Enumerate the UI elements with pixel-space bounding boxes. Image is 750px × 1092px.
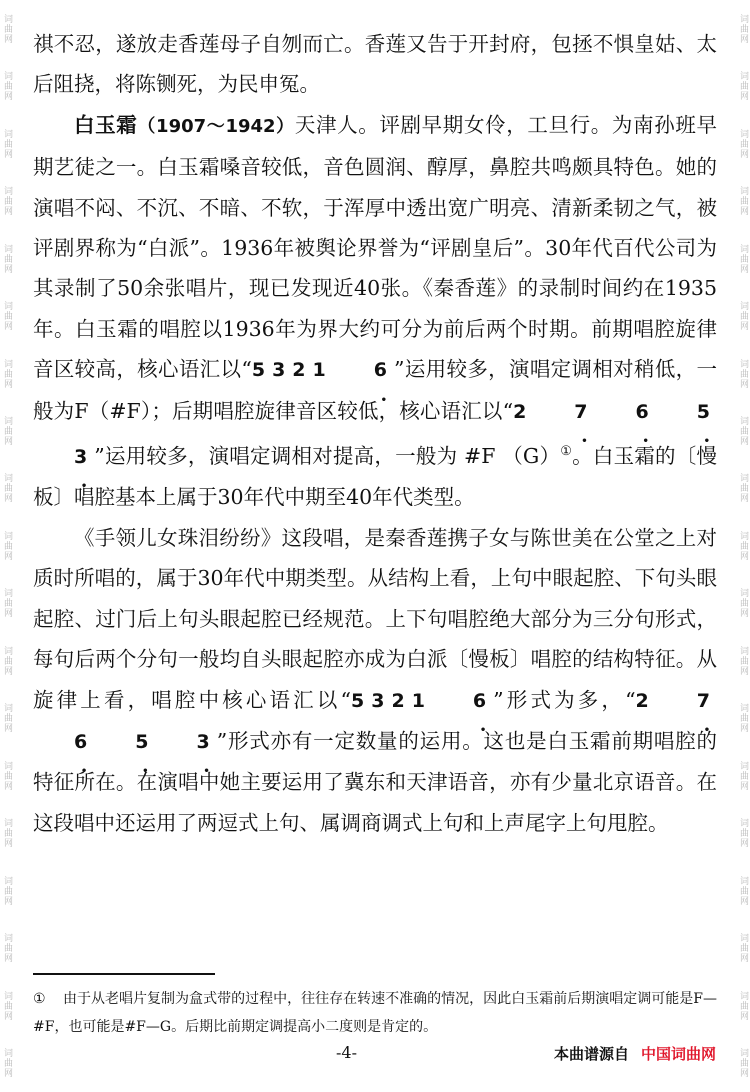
entry-name: 白玉霜	[74, 112, 138, 137]
bio-text-4: 。白玉霜的〔慢板〕唱腔基本上属于30年代中期至40年代类型。	[33, 444, 718, 510]
notation-digit-low-octave: 6 •	[432, 681, 493, 721]
paragraph-bai-yushuang-bio: 白玉霜（1907～1942）天津人。评剧早期女伶，工旦行。为南孙班早期艺徒之一。白玉霜嗓音较低，音色圆润、醇厚，鼻腔共鸣颇具特色。她的演唱不闷、不沉、不暗、不软，于浑厚中透出宽广明亮、清新柔韧之气，被评剧界称为“白派”。1936年被舆论界誉为“评剧皇后”。30年代百代公司为其录制了50余张唱片，现已发现近40张。《秦香莲》的录制时间约在1935年。白玉霜的唱腔以1936年为界大约可分为前后两个时期。前期唱腔旋律音区较高，核心语汇以“5321 6 •”运用较多，演唱定调相对稍低，一般为F（#F）；后期唱腔旋律音区较低，核心语汇以“2 7 • 6 • 5 •3 •”运用较多，演唱定调相对提高，一般为 #F （G）①。白玉霜的〔慢板〕唱腔基本上属于30年代中期至40年代类型。	[33, 105, 717, 518]
edge-watermark: 词曲网	[738, 1048, 748, 1079]
notation-digit: 5	[350, 689, 372, 712]
notation-digit: 1	[411, 689, 432, 712]
edge-watermark: 词曲网	[2, 875, 12, 906]
notation-digit-low-octave: 5 •	[656, 392, 717, 432]
left-watermark-strip	[0, 0, 14, 1092]
edge-watermark: 词曲网	[2, 301, 12, 332]
edge-watermark: 词曲网	[738, 243, 748, 274]
notation-digit: 5	[251, 359, 273, 382]
analysis-text-1: 《手领儿女珠泪纷纷》这段唱，是秦香莲携子女与陈世美在公堂之上对质时所唱的，属于30年代中期类型。从结构上看，上句中眼起腔、下句头眼起腔、过门后上句头眼起腔已经规范。上下句唱腔绝大部分为三分句形式，每句后两个分句一般均自头眼起腔亦成为白派〔慢板〕唱腔的结构特征。从旋律上看，唱腔中核心语汇以	[33, 525, 717, 712]
edge-watermark: 词曲网	[738, 358, 748, 389]
edge-watermark: 词曲网	[2, 71, 12, 102]
notation-digit-low-octave: 7 •	[656, 681, 717, 721]
notation-digit-low-octave: 7 •	[533, 392, 594, 432]
page-body	[33, 24, 717, 843]
analysis-text-2: 形式为多，	[503, 687, 626, 712]
notation-53216	[252, 359, 394, 381]
paragraph-chen-shimei-ending: 祺不忍，遂放走香莲母子自刎而亡。香莲又告于开封府，包拯不惧皇姑、太后阻挠，将陈铡死，为民申冤。	[33, 32, 717, 97]
notation-digit: 1	[312, 359, 333, 382]
edge-watermark: 词曲网	[738, 818, 748, 849]
edge-watermark: 词曲网	[2, 186, 12, 217]
notation-digit-low-octave: 6 •	[595, 392, 656, 432]
footnote-divider	[33, 973, 215, 975]
notation-digit: 3	[272, 359, 293, 382]
notation-digit-low-octave: 6 •	[333, 350, 394, 390]
edge-watermark: 词曲网	[738, 71, 748, 102]
edge-watermark: 词曲网	[2, 588, 12, 619]
edge-watermark: 词曲网	[738, 875, 748, 906]
source-label: 本曲谱源自	[553, 1045, 629, 1063]
edge-watermark: 词曲网	[2, 645, 12, 676]
edge-watermark: 词曲网	[738, 645, 748, 676]
edge-watermark: 词曲网	[2, 990, 12, 1021]
edge-watermark: 词曲网	[738, 990, 748, 1021]
edge-watermark: 词曲网	[2, 128, 12, 159]
source-credit	[554, 1043, 716, 1064]
entry-years: （1907～1942）	[137, 115, 295, 137]
edge-watermark: 词曲网	[2, 818, 12, 849]
paragraph-aria-analysis: 《手领儿女珠泪纷纷》这段唱，是秦香莲携子女与陈世美在公堂之上对质时所唱的，属于30年代中期类型。从结构上看，上句中眼起腔、下句头眼起腔、过门后上句头眼起腔已经规范。上下句唱腔绝大部分为三分句形式，每句后两个分句一般均自头眼起腔亦成为白派〔慢板〕唱腔的结构特征。从旋律上看，唱腔中核心语汇以“5321 6 •”形式为多，“2 7 •6 • 5 • 3 •”形式亦有一定数量的运用。这也是白玉霜前期唱腔的特征所在。在演唱中她主要运用了冀东和天津语音，亦有少量北京语音。在这段唱中还运用了两逗式上句、属调商调式上句和上声尾字上句甩腔。	[33, 518, 717, 843]
edge-watermark: 词曲网	[738, 301, 748, 332]
edge-watermark: 词曲网	[2, 358, 12, 389]
notation-digit: 3	[371, 689, 392, 712]
edge-watermark: 词曲网	[2, 473, 12, 504]
edge-watermark: 词曲网	[738, 703, 748, 734]
edge-watermark: 词曲网	[2, 703, 12, 734]
edge-watermark: 词曲网	[738, 530, 748, 561]
edge-watermark: 词曲网	[738, 13, 748, 44]
footnote-text: 由于从老唱片复制为盒式带的过程中，往往存在转速不准确的情况，因此白玉霜前后期演唱定调可能是F—#F，也可能是#F—G。后期比前期定调提高小二度则是肯定的。	[33, 991, 717, 1035]
edge-watermark: 词曲网	[738, 416, 748, 447]
edge-watermark: 词曲网	[738, 473, 748, 504]
notation-digit: 2	[292, 359, 313, 382]
notation-digit: 2	[513, 400, 534, 423]
source-brand: 中国词曲网	[640, 1045, 716, 1063]
edge-watermark: 词曲网	[738, 588, 748, 619]
footnote-reference: ①	[560, 444, 573, 460]
edge-watermark: 词曲网	[2, 933, 12, 964]
analysis-text-3: 形式亦有一定数量的运用。这也是白玉霜前期唱腔的特征所在。在演唱中她主要运用了冀东和天津语音，亦有少量北京语音。在这段唱中还运用了两逗式上句、属调商调式上句和上声尾字上句甩腔。	[33, 728, 717, 835]
notation-digit: 2	[391, 689, 412, 712]
bio-text-1: 天津人。评剧早期女伶，工旦行。为南孙班早期艺徒之一。白玉霜嗓音较低，音色圆润、醇厚，鼻腔共鸣颇具特色。她的演唱不闷、不沉、不暗、不软，于浑厚中透出宽广明亮、清新柔韧之气，被评剧界称为“白派”。1936年被舆论界誉为“评剧皇后”。30年代百代公司为其录制了50余张唱片，现已发现近40张。《秦香莲》的录制时间约在1935年。白玉霜的唱腔以1936年为界大约可分为前后两个时期。前期唱腔旋律音区较高，核心语汇以	[33, 112, 717, 382]
bio-text-3: 运用较多，演唱定调相对提高，一般为 #F （G）	[104, 444, 561, 469]
footnote-marker: ①	[33, 991, 46, 1007]
edge-watermark: 词曲网	[2, 243, 12, 274]
notation-53216	[351, 690, 493, 712]
notation-digit-low-octave: 5 •	[94, 722, 155, 762]
edge-watermark: 词曲网	[738, 186, 748, 217]
edge-watermark: 词曲网	[738, 933, 748, 964]
edge-watermark: 词曲网	[2, 416, 12, 447]
notation-digit-low-octave: 3 •	[33, 437, 94, 477]
edge-watermark: 词曲网	[738, 128, 748, 159]
notation-digit-low-octave: 3 •	[155, 722, 216, 762]
notation-digit: 2	[635, 689, 656, 712]
edge-watermark: 词曲网	[2, 1048, 12, 1079]
edge-watermark: 词曲网	[2, 530, 12, 561]
footnote	[33, 986, 717, 1041]
page-number: -4-	[336, 1043, 357, 1062]
notation-digit-low-octave: 6 •	[33, 722, 94, 762]
edge-watermark: 词曲网	[738, 760, 748, 791]
right-watermark-strip	[736, 0, 750, 1092]
edge-watermark: 词曲网	[2, 760, 12, 791]
bio-text-2: 运用较多，演唱定调相对稍低，一般为F（#F）；后期唱腔旋律音区较低，核心语汇以	[33, 357, 717, 423]
edge-watermark: 词曲网	[2, 13, 12, 44]
